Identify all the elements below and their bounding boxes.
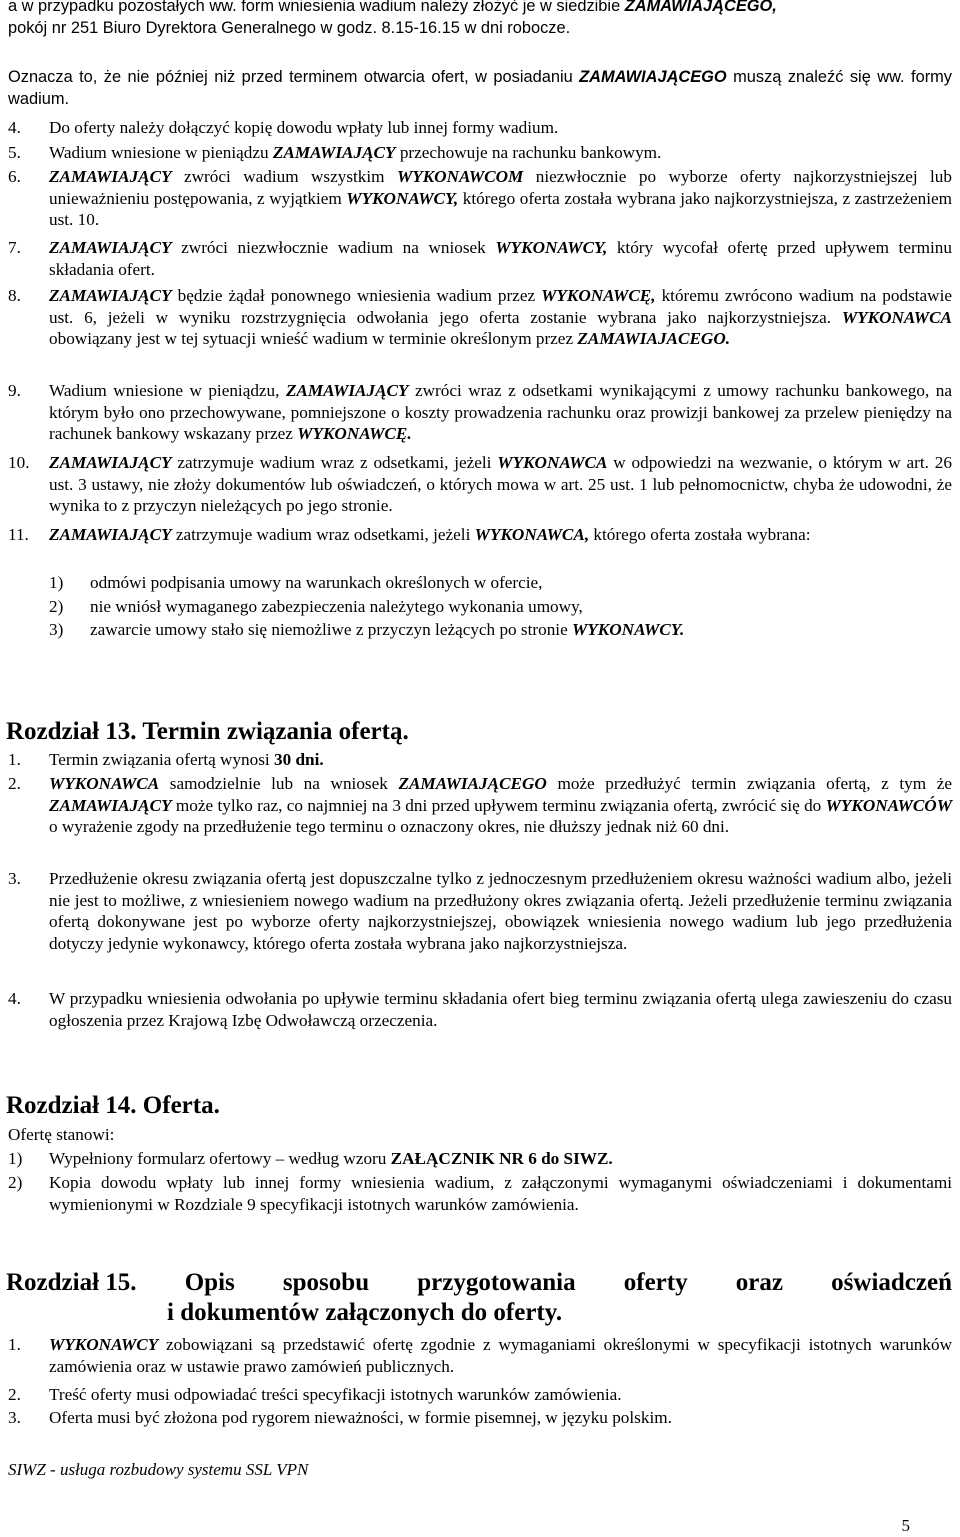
item-number: 8. [8,286,21,305]
intro-para-a: Oznacza to, że nie później niż przed terminem otwarcia ofert, w posiadaniu [8,68,580,86]
item-number: 2) [8,1173,23,1192]
item-bold: ZAŁĄCZNIK NR 6 do SIWZ. [390,1149,613,1168]
item-text: Wadium wniesione w pieniądzu [49,143,273,162]
offer-item-2 [8,1172,952,1215]
item-emphasis: WYKONAWCY [49,1335,159,1354]
sub-item-number: 3) [49,620,64,640]
item-text: W przypadku wniesienia odwołania po upływie terminu składania ofert bieg terminu związania ofertą ulega zawieszeniu do czasu ogłoszenia przez Krajową Izbę Odwoławczą orzeczenia. [49,989,952,1030]
item-text: o wyrażenie zgody na przedłużenie tego terminu o oznaczony okres, nie dłuższy jednak niż 60 dni. [49,817,730,837]
item-bold: 30 dni. [274,750,324,769]
item-text: zwróci wadium wszystkim [171,167,397,186]
item-number: 2. [8,1385,21,1404]
item-text: który wycofał ofertę przed upływem terminu składania ofert. [49,238,952,279]
item-number: 1) [8,1149,23,1168]
heading-word: Rozdział 15. [6,1269,137,1296]
item-text: może tylko raz, co najmniej na 3 dni przed upływem terminu związania ofertą, zwrócić się do [171,795,826,815]
item-number: 4. [8,118,21,137]
item-emphasis: ZAMAWIAJĄCY [285,381,409,400]
item-text: samodzielnie lub na wniosek [159,774,399,793]
item-emphasis: WYKONAWCOM [396,167,524,186]
sub-item-number: 1) [49,573,64,592]
item-emphasis: WYKONAWCA, [474,525,590,544]
item-text: niezwłocznie po wyborze oferty najkorzystniejszej lub unieważnieniu postępowania, z wyjątkiem [49,167,952,208]
intro-paragraph [8,0,952,39]
intro-para-em: ZAMAWIAJĄCEGO [579,68,727,86]
item-text: może przedłużyć termin związania ofertą, z tym że [546,774,953,793]
item-emphasis: ZAMAWIAJĄCY [49,238,172,257]
sub-item [49,619,952,641]
heading-word: oraz [735,1269,783,1296]
wadium-item-6 [8,166,952,231]
item-emphasis: ZAMAWIAJĄCEGO [398,774,547,793]
heading-word: przygotowania [417,1269,576,1296]
sub-item-text: odmówi podpisania umowy na warunkach określonych w ofercie, [90,573,543,592]
item-emphasis: ZAMAWIAJĄCY [49,453,172,472]
intro-line1: a w przypadku pozostałych ww. form wniesienia wadium należy złożyć je w siedzibie [8,0,625,15]
item-emphasis: WYKONAWCA [497,453,608,472]
wadium-item-8 [8,285,952,350]
wadium-item-5 [8,142,952,164]
item-text: Wypełniony formularz ofertowy – według wzoru [49,1149,391,1168]
item-text: któremu zwrócono wadium na podstawie ust. 6, jeżeli w wyniku rozstrzygnięcia odwołania jego oferta zostanie wybrana jako najkorzystniejsza. [49,286,952,327]
sub-item-number: 2) [49,596,64,616]
wadium-item-11 [8,524,952,546]
item-number: 7. [8,238,21,257]
item-text: zwróci niezwłocznie wadium na wniosek [171,238,496,257]
prep-item-3 [8,1407,952,1429]
heading-word: sposobu [282,1269,370,1296]
term-item-1 [8,749,952,771]
chapter-15-heading-line1 [6,1268,952,1298]
item-text: w odpowiedzi na wezwanie, o którym w art. 26 ust. 3 ustawy, nie złoży dokumentów lub oświadczeń, o których mowa w art. 25 ust. 1 lub pełnomocnictw, chyba że udowodni, że wynika to z przyczyn nieleżących po jego stronie. [49,453,952,516]
wadium-item-9 [8,380,952,445]
item-text: zobowiązani są przedstawić ofertę zgodnie z wymaganiami określonymi w specyfikacji istotnych warunków zamówienia oraz w ustawie prawo zamówień publicznych. [49,1335,952,1376]
prep-item-2 [8,1384,952,1406]
item-text: obowiązany jest w tej sytuacji wnieść wadium w terminie określonym przez [49,329,578,349]
chapter-15-heading-line2: i dokumentów załączonych do oferty. [167,1299,563,1326]
sub-item [49,572,952,594]
item-text: Przedłużenie okresu związania ofertą jest dopuszczalne tylko z jednoczesnym przedłużeniem okresu ważności wadium albo, jeżeli nie jest to możliwe, z wniesieniem nowego wadium na przedłużony okres związania ofertą. Jeżeli przedłużenie terminu związania ofertą dokonywane jest po wyborze oferty najkorzystniejszej, obowiązek wniesienia nowego wadium lub jego przedłużenia dotyczy jedynie wykonawcy, którego oferta została wybrana jako najkorzystniejsza. [49,869,952,953]
item-text: Termin związania ofertą wynosi [49,750,275,769]
intro-paragraph-2 [8,67,952,110]
intro-line2: pokój nr 251 Biuro Dyrektora Generalnego w godz. 8.15-16.15 w dni robocze. [8,18,571,37]
wadium-item-10 [8,452,952,517]
item-text: zatrzymuje wadium wraz z odsetkami, jeżeli [171,453,498,472]
chapter-15-heading [6,1268,952,1328]
item-number: 11. [8,525,29,544]
item-text: którego oferta została wybrana: [589,525,811,544]
item-text: zwróci wraz z odsetkami wynikającymi z umowy rachunku bankowego, na którym było ono przechowywane, pomniejszone o koszty prowadzenia rachunku oraz prowizji bankowej za przelew pieniędzy na rachunek bankowy wskazany przez [49,381,952,444]
item-number: 5. [8,143,21,162]
heading-word: oferty [623,1269,688,1296]
item-emphasis: ZAMAWIAJĄCY [49,167,172,186]
item-emphasis: ZAMAWIAJĄCY [272,143,396,162]
item-emphasis: ZAMAWIAJĄCY [49,525,172,544]
item-emphasis: WYKONAWCY, [346,188,459,208]
item-text: Do oferty należy dołączyć kopię dowodu wpłaty lub innej formy wadium. [49,118,559,137]
term-item-4 [8,988,952,1031]
item-emphasis: ZAMAWIAJACEGO. [577,329,731,349]
item-text: przechowuje na rachunku bankowym. [395,143,662,162]
offer-intro: Ofertę stanowi: [8,1125,115,1144]
item-number: 4. [8,989,21,1008]
item-text: którego oferta została wybrana jako najkorzystniejsza, z zastrzeżeniem ust. 10. [49,188,952,230]
item-number: 9. [8,381,21,400]
item-number: 6. [8,167,21,186]
item-text: Wadium wniesione w pieniądzu, [49,381,286,400]
item-emphasis: WYKONAWCA [841,307,952,327]
heading-word: oświadczeń [831,1269,952,1296]
item-emphasis: WYKONAWCÓW [825,795,952,815]
item-emphasis: WYKONAWCĘ. [297,424,412,444]
item-number: 3. [8,1408,21,1427]
wadium-item-4 [8,117,952,139]
wadium-item-7 [8,237,952,280]
footer-title: SIWZ - usługa rozbudowy systemu SSL VPN [8,1460,309,1479]
item-emphasis: ZAMAWIAJĄCY [49,286,172,305]
item-number: 2. [8,774,21,793]
item-text: Kopia dowodu wpłaty lub innej formy wniesienia wadium, z załączonymi wymaganymi oświadczeniami i dokumentami wymienionymi w Rozdziale 9 specyfikacji istotnych warunków zamówienia. [49,1173,952,1214]
item-emphasis: WYKONAWCY, [495,238,608,257]
item-text: będzie żądał ponownego wniesienia wadium przez [171,286,542,305]
item-number: 10. [8,453,30,472]
item-text: Oferta musi być złożona pod rygorem nieważności, w formie pisemnej, w języku polskim. [49,1408,672,1427]
item-number: 1. [8,1335,21,1354]
intro-para-b: muszą znaleźć się ww. formy wadium. [8,68,953,108]
term-item-3 [8,868,952,954]
wadium-item-11-sublist [8,572,952,641]
item-emphasis: ZAMAWIAJĄCY [49,795,172,815]
item-emphasis: WYKONAWCĘ, [541,286,656,305]
chapter-13-heading: Rozdział 13. Termin związania ofertą. [6,718,409,745]
sub-item [49,596,952,618]
item-number: 1. [8,750,21,769]
sub-item-emphasis: WYKONAWCY. [572,620,685,640]
item-text: Treść oferty musi odpowiadać treści specyfikacji istotnych warunków zamówienia. [49,1385,622,1404]
item-text: zatrzymuje wadium wraz odsetkami, jeżeli [171,525,475,544]
sub-item-text: zawarcie umowy stało się niemożliwe z przyczyn leżących po stronie [90,620,573,640]
item-number: 3. [8,869,21,888]
page-number: 5 [901,1516,910,1535]
chapter-14-heading: Rozdział 14. Oferta. [6,1092,220,1119]
heading-word: Opis [184,1269,235,1296]
offer-item-1 [8,1148,952,1170]
prep-item-1 [8,1334,952,1377]
item-emphasis: WYKONAWCA [49,774,160,793]
intro-line1-em: ZAMAWIAJĄCEGO, [624,0,777,15]
term-item-2 [8,773,952,838]
sub-item-text: nie wniósł wymaganego zabezpieczenia należytego wykonania umowy, [90,596,583,616]
